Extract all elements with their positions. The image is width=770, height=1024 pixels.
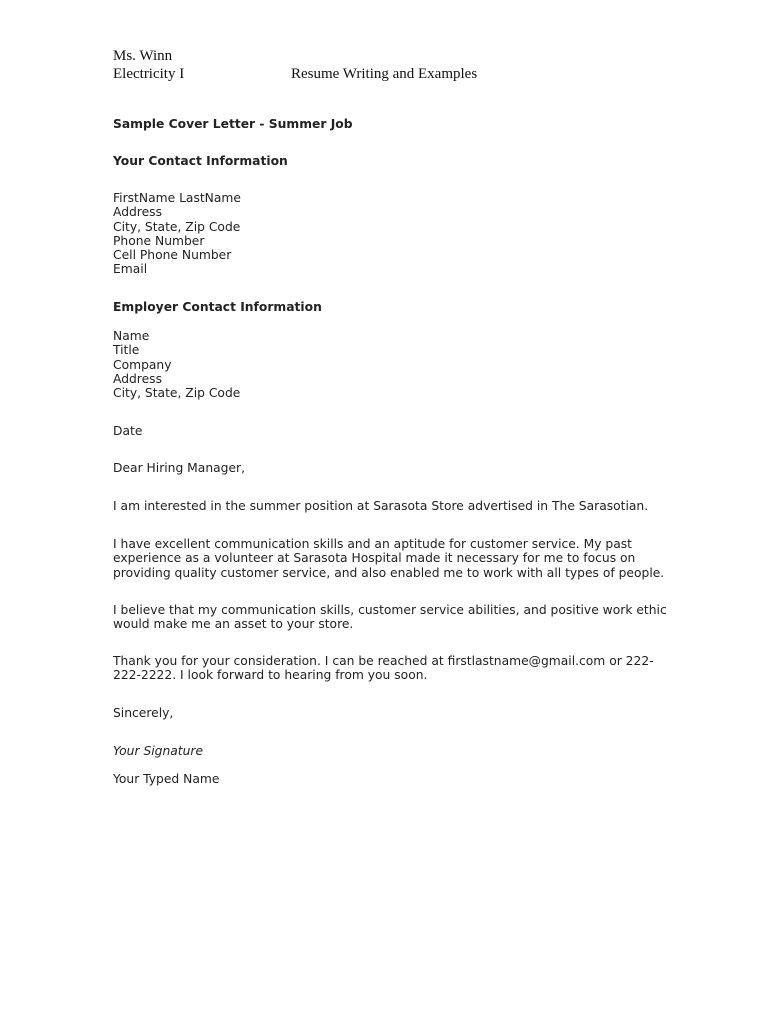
- signature: Your Signature: [113, 744, 204, 758]
- contact-line: City, State, Zip Code: [113, 219, 241, 234]
- letter-date: Date: [113, 424, 143, 438]
- document-title: Resume Writing and Examples: [291, 66, 478, 82]
- employer-heading: Employer Contact Information: [113, 300, 322, 314]
- employer-line: Company: [113, 357, 172, 372]
- employer-line: Title: [113, 343, 140, 358]
- paragraph-line: I believe that my communication skills, customer service abilities, and positive work ethic: [113, 603, 667, 617]
- employer-line: City, State, Zip Code: [113, 386, 241, 401]
- employer-line: Address: [113, 371, 162, 386]
- salutation: Dear Hiring Manager,: [113, 461, 245, 475]
- paragraph-line: I have excellent communication skills and an aptitude for customer service. My past: [113, 537, 632, 551]
- contact-line: FirstName LastName: [113, 191, 241, 205]
- employer-line: Name: [113, 329, 150, 343]
- paragraph: [113, 537, 664, 580]
- contact-line: Cell Phone Number: [113, 248, 232, 263]
- paragraph: [113, 603, 667, 632]
- contact-line: Phone Number: [113, 233, 205, 248]
- teacher-name: Ms. Winn: [113, 48, 173, 64]
- paragraph-line: I am interested in the summer position at Sarasota Store advertised in The Sarasotian.: [113, 499, 649, 513]
- course-name: Electricity I: [113, 66, 185, 82]
- paragraph-line: providing quality customer service, and also enabled me to work with all types of people.: [113, 565, 665, 580]
- paragraph-line: Thank you for your consideration. I can be reached at firstlastname@gmail.com or 222-: [113, 654, 654, 668]
- paragraph: [113, 654, 654, 683]
- employer-block: [113, 329, 240, 400]
- typed-name: Your Typed Name: [113, 772, 220, 786]
- contact-heading: Your Contact Information: [113, 154, 288, 168]
- contact-line: Email: [113, 262, 148, 277]
- paragraph-line: would make me an asset to your store.: [113, 617, 354, 632]
- paragraph-line: experience as a volunteer at Sarasota Hospital made it necessary for me to focus on: [113, 551, 636, 566]
- closing: Sincerely,: [113, 706, 174, 720]
- contact-line: Address: [113, 205, 162, 220]
- paragraph: [113, 499, 648, 513]
- letter-heading: Sample Cover Letter - Summer Job: [113, 117, 353, 131]
- paragraph-line: 222-2222. I look forward to hearing from you soon.: [113, 668, 428, 683]
- contact-block: [113, 191, 241, 277]
